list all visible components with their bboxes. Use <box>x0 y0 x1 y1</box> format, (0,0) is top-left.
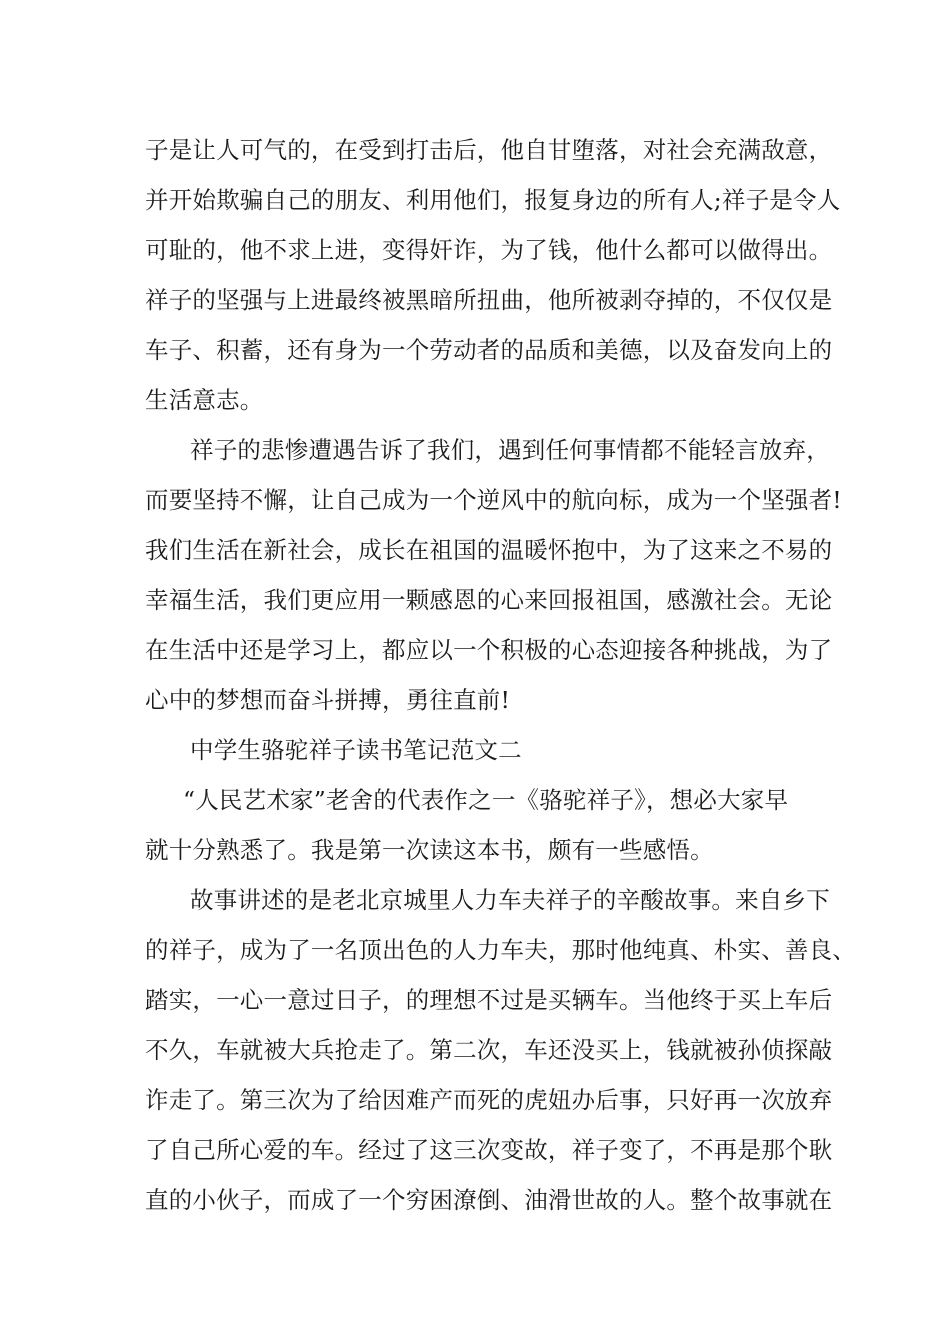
text-line: 在生活中还是学习上，都应以一个积极的心态迎接各种挑战，为了 <box>145 636 833 664</box>
text-line: 直的小伙子，而成了一个穷困潦倒、油滑世故的人。整个故事就在 <box>145 1186 833 1214</box>
text-line: 而要坚持不懈，让自己成为一个逆风中的航向标，成为一个坚强者! <box>145 486 842 514</box>
text-line: 幸福生活，我们更应用一颗感恩的心来回报祖国，感激社会。无论 <box>145 586 833 614</box>
text-line: 不久，车就被大兵抢走了。第二次，车还没买上，钱就被孙侦探敲 <box>145 1036 833 1064</box>
text-line: 子是让人可气的，在受到打击后，他自甘堕落，对社会充满敌意， <box>145 136 833 164</box>
text-line: 可耻的，他不求上进，变得奸诈，为了钱，他什么都可以做得出。 <box>145 236 833 264</box>
text-line: 的祥子，成为了一名顶出色的人力车夫，那时他纯真、朴实、善良、 <box>145 936 856 964</box>
text-line: 祥子的坚强与上进最终被黑暗所扭曲，他所被剥夺掉的，不仅仅是 <box>145 286 833 314</box>
text-line: 踏实，一心一意过日子，的理想不过是买辆车。当他终于买上车后 <box>145 986 833 1014</box>
text-line: 心中的梦想而奋斗拼搏，勇往直前! <box>145 686 511 714</box>
text-line: 故事讲述的是老北京城里人力车夫祥子的辛酸故事。来自乡下 <box>190 886 830 914</box>
text-line: 就十分熟悉了。我是第一次读这本书，颇有一些感悟。 <box>145 836 714 864</box>
section-heading: 中学生骆驼祥子读书笔记范文二 <box>190 736 522 764</box>
text-line: 祥子的悲惨遭遇告诉了我们，遇到任何事情都不能轻言放弃， <box>190 436 830 464</box>
text-line: 我们生活在新社会，成长在祖国的温暖怀抱中，为了这来之不易的 <box>145 536 833 564</box>
text-line: 生活意志。 <box>145 386 264 414</box>
text-line: “人民艺术家”老舍的代表作之一《骆驼祥子》，想必大家早 <box>183 786 789 814</box>
text-line: 并开始欺骗自己的朋友、利用他们，报复身边的所有人;祥子是令人 <box>145 186 841 214</box>
text-line: 车子、积蓄，还有身为一个劳动者的品质和美德，以及奋发向上的 <box>145 336 833 364</box>
text-line: 诈走了。第三次为了给因难产而死的虎妞办后事，只好再一次放弃 <box>145 1086 833 1114</box>
text-line: 了自己所心爱的车。经过了这三次变故，祥子变了，不再是那个耿 <box>145 1136 833 1164</box>
